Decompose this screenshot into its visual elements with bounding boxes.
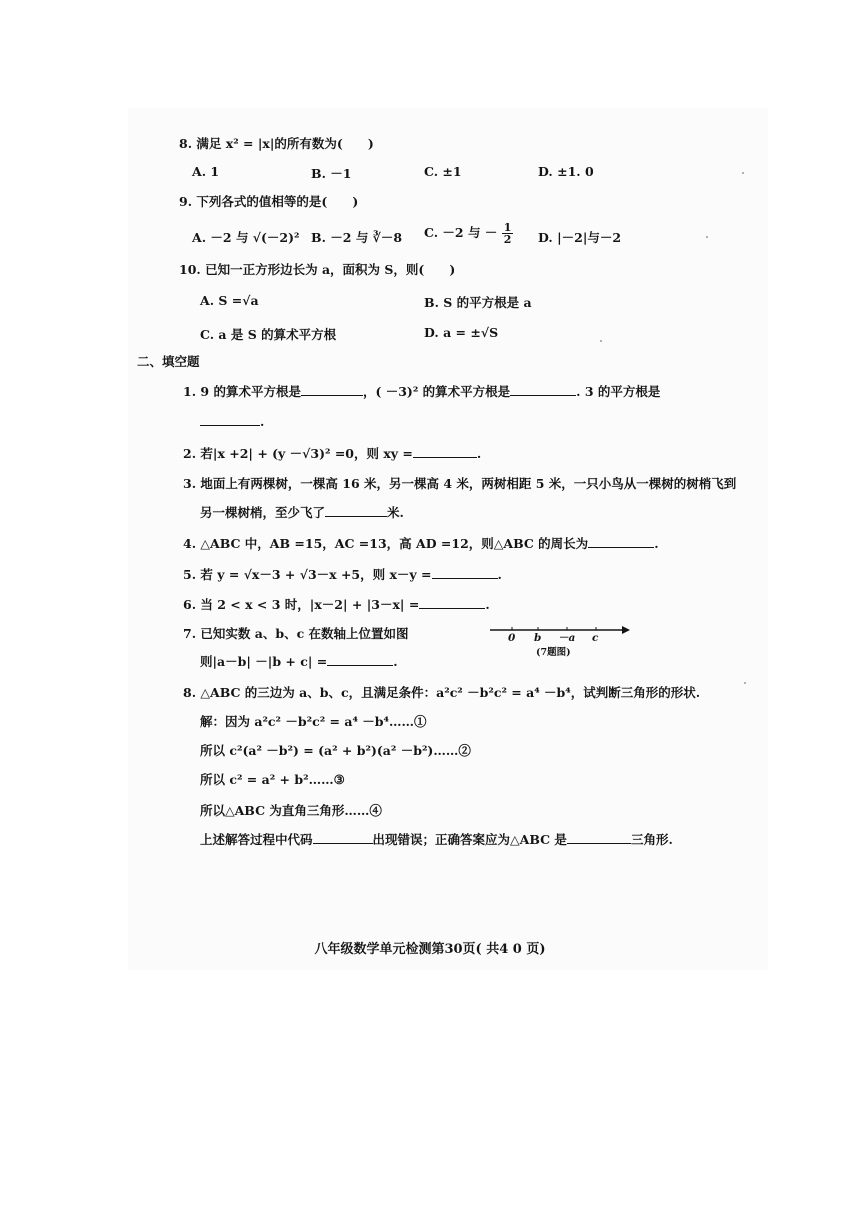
fill-question-3-part-c: 米. (387, 505, 404, 520)
solution-step-2: 所以 c²(a² －b²) = (a² + b²)(a² －b²)……② (200, 743, 471, 758)
question-8-option-c[interactable]: C. ±1 (424, 164, 462, 179)
question-9-option-b[interactable]: B. －2 与 ∛－8 (311, 230, 403, 245)
question-9-option-a[interactable]: A. －2 与 √(－2)² (192, 230, 300, 245)
question-10-option-b[interactable]: B. S 的平方根是 a (424, 295, 532, 310)
solution-step-4: 所以△ABC 为直角三角形……④ (200, 803, 382, 818)
answer-blank[interactable] (510, 384, 576, 396)
answer-blank[interactable] (301, 384, 363, 396)
answer-blank[interactable] (313, 832, 373, 844)
fill-question-2-text: 2. 若|x +2| + (y －√3)² =0，则 xy = (183, 446, 413, 461)
answer-blank[interactable] (325, 505, 387, 517)
fill-question-3-continued (200, 505, 404, 521)
conclusion-part-b: 出现错误；正确答案应为△ABC 是 (372, 832, 567, 847)
fill-question-1-part-c: . 3 的平方根是 (576, 384, 661, 399)
fill-question-6-text: 6. 当 2 < x < 3 时，|x－2| + |3－x| = (183, 597, 420, 612)
fill-question-2: 2. 若|x +2| + (y －√3)² =0，则 xy = . (183, 446, 482, 461)
fill-question-7-text: 则|a－b| －|b + c| = (200, 654, 328, 669)
solution-step-3: 所以 c² = a² + b²……③ (200, 772, 345, 787)
fill-question-1-continued: . (200, 414, 264, 430)
number-line-arrowhead (622, 626, 630, 634)
scan-speck (600, 340, 602, 342)
fill-question-7-continued: 则|a－b| －|b + c| = . (200, 654, 398, 669)
question-9-option-c-text: C. －2 与 － (424, 225, 498, 240)
question-8-stem: 8. 满足 x² = |x|的所有数为( ) (179, 136, 374, 151)
fill-question-1-part-a: 1. 9 的算术平方根是 (183, 384, 301, 399)
number-line-label-zero: 0 (508, 632, 516, 644)
fill-question-4-text: 4. △ABC 中，AB =15，AC =13，高 AD =12，则△ABC 的周长为 (183, 536, 589, 551)
question-9-option-d[interactable]: D. |－2|与－2 (538, 230, 622, 245)
scan-speck (742, 172, 744, 174)
answer-blank[interactable] (419, 597, 485, 609)
answer-blank[interactable] (200, 414, 260, 426)
question-10-option-c[interactable]: C. a 是 S 的算术平方根 (200, 327, 337, 342)
fraction-one-half (502, 222, 514, 245)
fill-question-3-part-b: 另一棵树梢，至少飞了 (200, 505, 326, 520)
fill-question-1 (183, 384, 660, 400)
question-8-option-a[interactable]: A. 1 (192, 164, 220, 179)
question-10-stem: 10. 已知一正方形边长为 a，面积为 S，则( ) (179, 262, 456, 277)
fill-question-3: 3. 地面上有两棵树，一棵高 16 米，另一棵高 4 米，两树相距 5 米，一只小鸟从一棵树的树梢飞到 (183, 476, 737, 491)
number-line-caption: (7题图) (536, 647, 571, 658)
conclusion-part-a: 上述解答过程中代码 (200, 832, 313, 847)
number-line-label-neg-a: －a (558, 632, 576, 644)
answer-blank[interactable] (413, 446, 477, 458)
question-9-stem: 9. 下列各式的值相等的是( ) (179, 194, 359, 209)
question-8-option-b[interactable]: B. －1 (311, 166, 352, 181)
answer-blank[interactable] (588, 536, 654, 548)
answer-blank[interactable] (432, 567, 498, 579)
fraction-numerator: 1 (503, 221, 512, 234)
conclusion-part-c: 三角形. (630, 832, 673, 847)
question-9-option-c[interactable] (424, 222, 513, 245)
page-footer: 八年级数学单元检测第30页( 共4 0 页) (314, 942, 546, 957)
answer-blank[interactable] (327, 654, 393, 666)
number-line-label-b: b (534, 632, 542, 644)
solution-step-1: 解：因为 a²c² －b²c² = a⁴ －b⁴……① (200, 714, 427, 729)
fill-question-5: 5. 若 y = √x－3 + √3－x +5，则 x－y = . (183, 567, 502, 582)
question-10-option-d[interactable]: D. a = ±√S (424, 325, 499, 340)
number-line-figure (488, 622, 638, 658)
question-8-option-d[interactable]: D. ±1. 0 (538, 164, 594, 179)
scan-speck (744, 682, 746, 684)
fill-question-8-conclusion (200, 832, 673, 848)
fill-question-5-text: 5. 若 y = √x－3 + √3－x +5，则 x－y = (183, 567, 432, 582)
fill-question-7: 7. 已知实数 a、b、c 在数轴上位置如图 (183, 626, 409, 641)
fill-question-1-part-b: ，( －3)² 的算术平方根是 (362, 384, 511, 399)
section-heading-fill-in: 二、填空题 (137, 354, 200, 369)
fill-question-8: 8. △ABC 的三边为 a、b、c，且满足条件：a²c² －b²c² = a⁴ －b⁴，试判断三角形的形状. (183, 685, 701, 700)
fill-question-6: 6. 当 2 < x < 3 时，|x－2| + |3－x| = . (183, 597, 490, 612)
fraction-denominator: 2 (503, 233, 512, 246)
number-line-label-c: c (592, 632, 599, 644)
scan-speck (706, 236, 708, 238)
fill-question-4: 4. △ABC 中，AB =15，AC =13，高 AD =12，则△ABC 的周长为 . (183, 536, 659, 551)
answer-blank[interactable] (567, 832, 631, 844)
question-10-option-a[interactable]: A. S =√a (200, 293, 259, 308)
